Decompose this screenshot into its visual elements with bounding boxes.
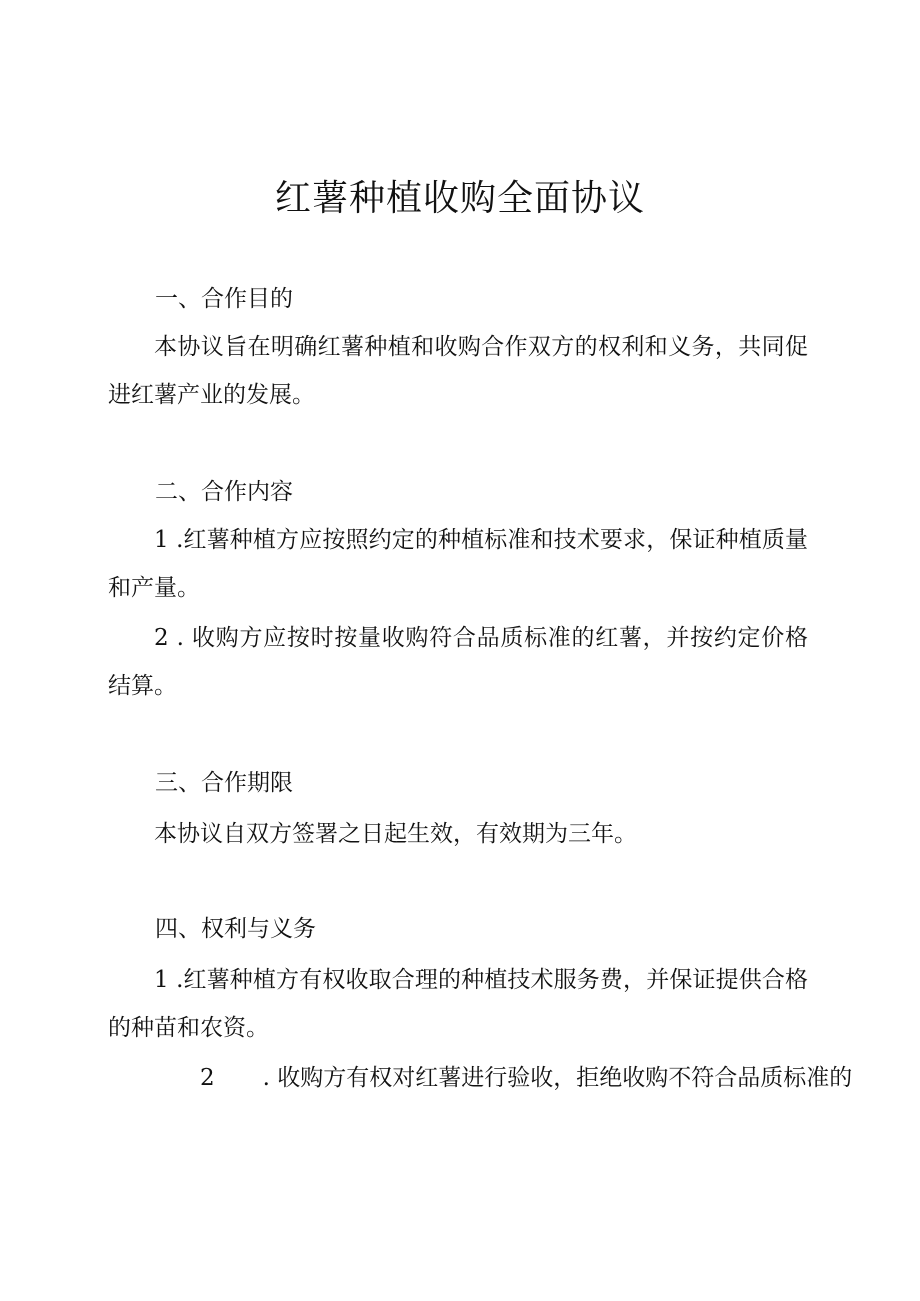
section-paragraph: 本协议自双方签署之日起生效，有效期为三年。 (154, 821, 637, 847)
section-paragraph: 本协议旨在明确红薯种植和收购合作双方的权利和义务，共同促进红薯产业的发展。 (108, 334, 808, 408)
section-paragraph: 1 .红薯种植方有权收取合理的种植技术服务费，并保证提供合格的种苗和农资。 (108, 967, 808, 1041)
item-number: 2 (200, 1065, 215, 1091)
section-heading-purpose: 一、合作目的 (155, 286, 293, 312)
section-paragraph (108, 1054, 853, 1102)
section-heading-term: 三、合作期限 (155, 770, 293, 796)
section-paragraph: 1 .红薯种植方应按照约定的种植标准和技术要求，保证种植质量和产量。 (108, 527, 808, 601)
item-text: . 收购方有权对红薯进行验收，拒绝收购不符合品质标准的 (262, 1065, 853, 1091)
section-heading-content: 二、合作内容 (155, 479, 293, 505)
section-heading-rights: 四、权利与义务 (155, 916, 316, 942)
document-title: 红薯种植收购全面协议 (274, 178, 645, 219)
section-paragraph: 2 . 收购方应按时按量收购符合品质标准的红薯，并按约定价格结算。 (108, 625, 808, 699)
